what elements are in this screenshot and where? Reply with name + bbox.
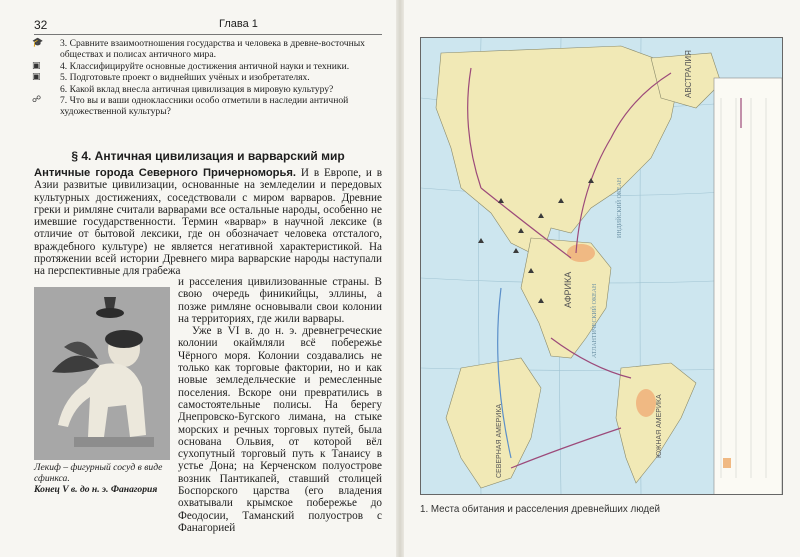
question-item bbox=[34, 61, 382, 72]
paragraph-intro bbox=[34, 167, 382, 278]
map-label-africa: АФРИКА bbox=[563, 271, 573, 308]
question-item bbox=[34, 84, 382, 95]
map-caption: 1. Места обитания и расселения древнейших людей bbox=[420, 504, 660, 515]
review-questions bbox=[34, 38, 382, 118]
question-item bbox=[34, 95, 382, 118]
chapter-title: Глава 1 bbox=[219, 18, 258, 30]
question-text: 3. Сравните взаимоотношения государства и человека в древне-восточных обществах и полисах античного мира. bbox=[60, 38, 365, 61]
paragraph-text: И в Европе, и в Азии развитые цивилизации, основанные на земледелии и передовых культурных достижениях, соседствовали с миром варваров. Древние греки и римляне считали варварами все остальные народы, особенно не имевшие государственности. Термин «варвар» в научной лексике (в отличие от бытовой лексики, где он обозначает человека отсталого, враждебного культуре) не является негативной характеристикой. На протяжении всей истории Древнего мира варварские народы наступали на перспективные для грабежа bbox=[34, 167, 382, 278]
discussion-icon: ☍ bbox=[32, 95, 42, 106]
map-label-south-america: ЮЖНАЯ АМЕРИКА bbox=[656, 394, 663, 458]
world-map bbox=[420, 37, 783, 495]
section-title: § 4. Античная цивилизация и варварский мир bbox=[71, 149, 345, 163]
map-label-indian: ИНДИЙСКИЙ ОКЕАН bbox=[617, 177, 623, 238]
laptop-icon: ▣ bbox=[32, 72, 41, 83]
question-text: 7. Что вы и ваши одноклассники особо отметили в наследии античной художественной культуры? bbox=[60, 95, 349, 118]
question-item bbox=[34, 38, 382, 61]
photo-caption bbox=[34, 462, 174, 495]
question-text: 4. Классифицируйте основные достижения античной науки и техники. bbox=[60, 60, 350, 72]
map-label-australia: АВСТРАЛИЯ bbox=[684, 50, 693, 98]
question-text: 5. Подготовьте проект о виднейших учёных и изобретателях. bbox=[60, 72, 310, 84]
page-header bbox=[34, 18, 382, 35]
question-text: 6. Какой вклад внесла античная цивилизация в мировую культуру? bbox=[60, 83, 334, 95]
question-item bbox=[34, 72, 382, 83]
paragraph-continuation bbox=[178, 276, 382, 534]
page-number: 32 bbox=[34, 18, 48, 32]
paragraph-heading: Античные города Северного Причерноморья. bbox=[34, 167, 297, 179]
paragraph-text: и расселения цивилизованные страны. В свою очередь финикийцы, эллины, а позже римляне основывали свои колонии на территориях, где жили варвары. bbox=[178, 276, 382, 325]
sphinx-lekythos-photo bbox=[34, 287, 170, 460]
map-label-atlantic: АТЛАНТИЧЕСКИЙ ОКЕАН bbox=[592, 283, 598, 358]
paragraph-colonies: Уже в VI в. до н. э. древнегреческие колонии окаймляли всё побережье Чёрного моря. Колонии создавались не только как торговые фактории, но и как новые земледельческие и ремесленные поселения. Вскоре они превратились в самостоятельные полисы. На берегу Днепровско-Бугского лимана, на стыке морских и речных торговых путей, была основана Ольвия, от которой вёл сухопутный торговый путь к Танаису в устье Дона; на Керченском полуострове возник Пантикапей, ставший столицей Боспорского царства (его владения охватывали крымское побережье до Феодосии, Таманский полуостров с Фанагорией bbox=[178, 325, 382, 534]
map-label-north-america: СЕВЕРНАЯ АМЕРИКА bbox=[496, 403, 503, 478]
caption-title: Лекиф – фигурный сосуд в виде сфинкса. bbox=[34, 462, 163, 484]
caption-date: Конец V в. до н. э. Фанагория bbox=[34, 484, 158, 495]
laptop-icon: ▣ bbox=[32, 60, 41, 71]
graduation-cap-icon: 🎓 bbox=[32, 38, 44, 48]
